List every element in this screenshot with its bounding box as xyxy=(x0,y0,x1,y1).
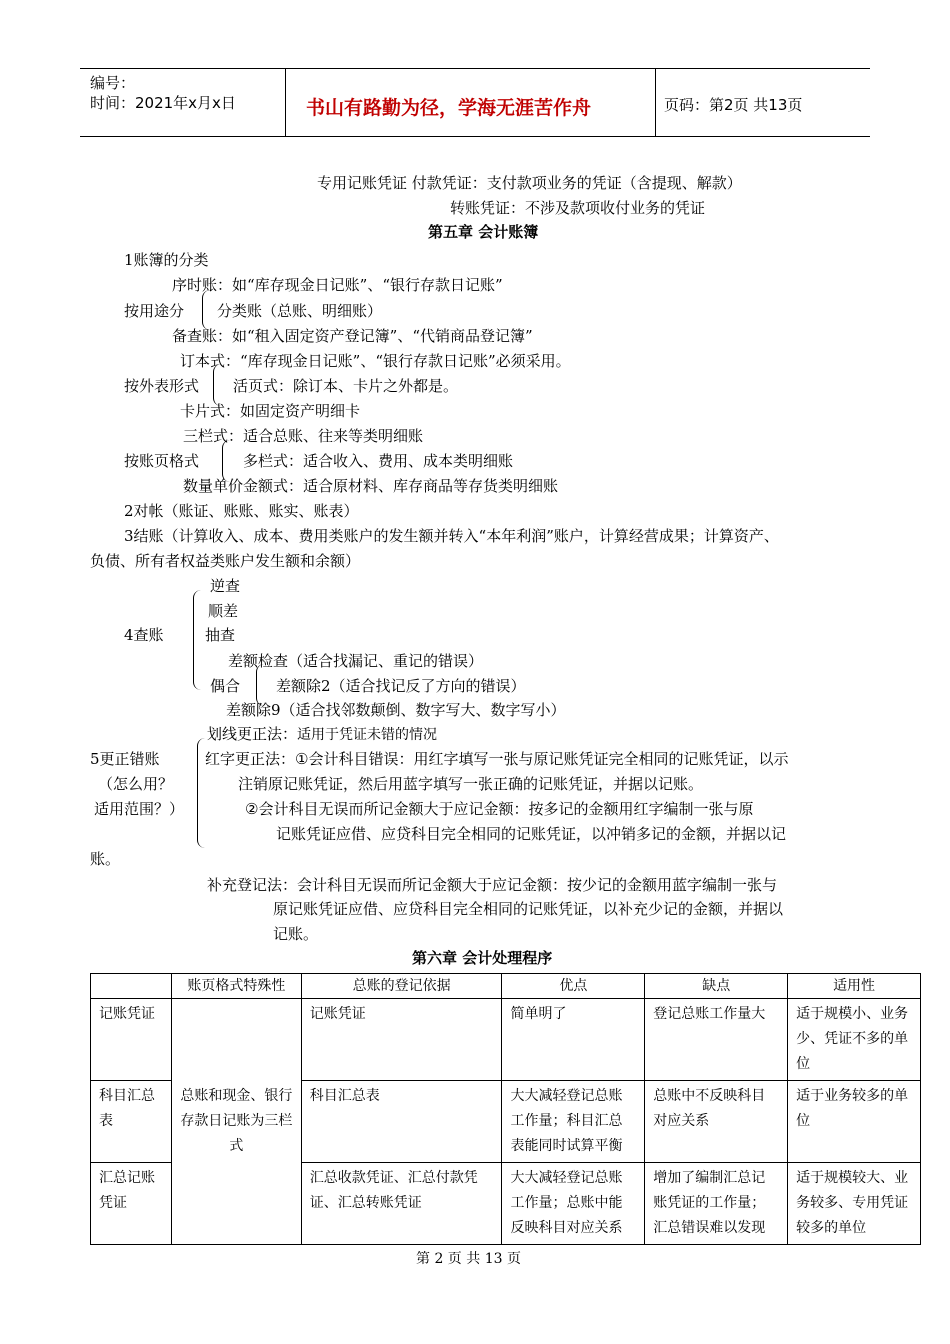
header-page-label: 页码：第2页 共13页 xyxy=(664,96,803,114)
header-divider-right xyxy=(655,68,656,136)
page-item-1: 三栏式：适合总账、往来等类明细账 xyxy=(183,427,424,445)
procedure-table xyxy=(90,973,921,1245)
use-item-1: 序时账：如“库存现金日记账”、“银行存款日记账” xyxy=(172,276,503,294)
check-brace xyxy=(193,590,202,690)
header-top-rule xyxy=(80,68,870,69)
section5-label-2: （怎么用？ xyxy=(98,775,174,793)
page-footer: 第 2 页 共 13 页 xyxy=(416,1251,521,1267)
intro-line-1: 专用记账凭证 付款凭证：支付款项业务的凭证（含提现、解款） xyxy=(317,174,742,192)
section3-line-2: 负债、所有者权益类账户发生额和余额） xyxy=(90,552,361,570)
hongzi-line-5: 账。 xyxy=(90,850,121,868)
table-header-cell: 缺点 xyxy=(645,974,788,999)
table-cell-fit: 适于规模小、业务少、凭证不多的单位 xyxy=(788,999,921,1081)
check-item-nicha: 逆查 xyxy=(210,577,241,595)
huaxian-note: 适用于凭证未错的情况 xyxy=(297,727,438,743)
table-cell-pros: 简单明了 xyxy=(502,999,645,1081)
header-bottom-rule xyxy=(80,136,870,137)
form-item-2: 活页式：除订本、卡片之外都是。 xyxy=(233,377,459,395)
ouhe-label: 偶合 xyxy=(210,677,241,695)
table-cell-name: 记账凭证 xyxy=(91,999,172,1081)
table-cell-basis: 科目汇总表 xyxy=(301,1081,502,1163)
huaxian-label: 划线更正法： xyxy=(207,725,298,743)
intro-line-2: 转账凭证：不涉及款项收付业务的凭证 xyxy=(450,199,706,217)
table-cell-fit: 适于规模较大、业务较多、专用凭证较多的单位 xyxy=(788,1163,921,1245)
table-header-cell: 优点 xyxy=(502,974,645,999)
table-row xyxy=(91,999,921,1081)
header-number-label: 编号： xyxy=(90,74,136,92)
use-item-2: 分类账（总账、明细账） xyxy=(217,302,383,320)
ouhe-item-2: 差额除2（适合找记反了方向的错误） xyxy=(276,677,526,695)
table-header-cell: 总账的登记依据 xyxy=(301,974,502,999)
hongzi-line-2: 注销原记账凭证，然后用蓝字填写一张正确的记账凭证，并据以记账。 xyxy=(238,775,704,793)
section1-title: 1账簿的分类 xyxy=(124,251,209,269)
table-header-cell: 适用性 xyxy=(788,974,921,999)
hongzi-line-4: 记账凭证应借、应贷科目完全相同的记账凭证，以冲销多记的金额，并据以记 xyxy=(276,825,787,843)
hongzi-line-3: ②会计科目无误而所记金额大于应记金额：按多记的金额用红字编制一张与原 xyxy=(245,800,754,818)
section3-line-1: 3结账（计算收入、成本、费用类账户的发生额并转入“本年利润”账户，计算经营成果；计算资产、 xyxy=(124,527,779,545)
table-cell-cons: 总账中不反映科目对应关系 xyxy=(645,1081,788,1163)
use-label: 按用途分 xyxy=(124,302,185,320)
ouhe-item-3: 差额除9（适合找邻数颠倒、数字写大、数字写小） xyxy=(226,701,566,719)
table-cell-pros: 大大减轻登记总账工作量；科目汇总表能同时试算平衡 xyxy=(502,1081,645,1163)
huaxian-method xyxy=(207,723,437,744)
section5-label-1: 5更正错账 xyxy=(90,750,160,768)
check-item-shuncha: 顺差 xyxy=(208,602,239,620)
chapter6-title: 第六章 会计处理程序 xyxy=(412,949,553,967)
chapter5-title: 第五章 会计账簿 xyxy=(428,223,539,241)
form-item-3: 卡片式：如固定资产明细卡 xyxy=(180,402,361,420)
table-header-cell xyxy=(91,974,172,999)
buchong-line-3: 记账。 xyxy=(273,925,319,943)
header-divider-left xyxy=(285,68,286,136)
table-cell-merged-format: 总账和现金、银行存款日记账为三栏式 xyxy=(171,999,301,1245)
buchong-line-1: 补充登记法：会计科目无误而所记金额大于应记金额：按少记的金额用蓝字编制一张与 xyxy=(207,876,778,894)
table-cell-cons: 登记总账工作量大 xyxy=(645,999,788,1081)
section5-label-3: 适用范围？） xyxy=(94,800,185,818)
table-header-cell: 账页格式特殊性 xyxy=(171,974,301,999)
section4-label: 4查账 xyxy=(124,626,164,644)
use-brace xyxy=(202,290,211,330)
ouhe-item-1: 差额检查（适合找漏记、重记的错误） xyxy=(228,652,484,670)
table-cell-pros: 大大减轻登记总账工作量；总账中能反映科目对应关系 xyxy=(502,1163,645,1245)
table-cell-basis: 汇总收款凭证、汇总付款凭证、汇总转账凭证 xyxy=(301,1163,502,1245)
page-label: 按账页格式 xyxy=(124,452,200,470)
header-time-label: 时间：2021年x月x日 xyxy=(90,94,236,112)
form-label: 按外表形式 xyxy=(124,377,200,395)
table-cell-cons: 增加了编制汇总记账凭证的工作量；汇总错误难以发现 xyxy=(645,1163,788,1245)
page-item-3: 数量单价金额式：适合原材料、库存商品等存货类明细账 xyxy=(183,477,559,495)
hongzi-line-1: 红字更正法：①会计科目错误：用红字填写一张与原记账凭证完全相同的记账凭证，以示 xyxy=(205,750,789,768)
header-motto: 书山有路勤为径，学海无涯苦作舟 xyxy=(306,97,592,119)
form-item-1: 订本式：“库存现金日记账”、“银行存款日记账”必须采用。 xyxy=(180,352,571,370)
table-cell-fit: 适于业务较多的单位 xyxy=(788,1081,921,1163)
use-item-3: 备查账：如“租入固定资产登记簿”、“代销商品登记簿” xyxy=(172,327,533,345)
buchong-line-2: 原记账凭证应借、应贷科目完全相同的记账凭证，以补充少记的金额，并据以 xyxy=(273,900,784,918)
section2: 2对帐（账证、账账、账实、账表） xyxy=(124,502,359,520)
table-cell-basis: 记账凭证 xyxy=(301,999,502,1081)
page-item-2: 多栏式：适合收入、费用、成本类明细账 xyxy=(243,452,514,470)
check-item-choucha: 抽查 xyxy=(205,626,236,644)
table-cell-name: 科目汇总表 xyxy=(91,1081,172,1163)
table-cell-name: 汇总记账凭证 xyxy=(91,1163,172,1245)
table-header-row xyxy=(91,974,921,999)
